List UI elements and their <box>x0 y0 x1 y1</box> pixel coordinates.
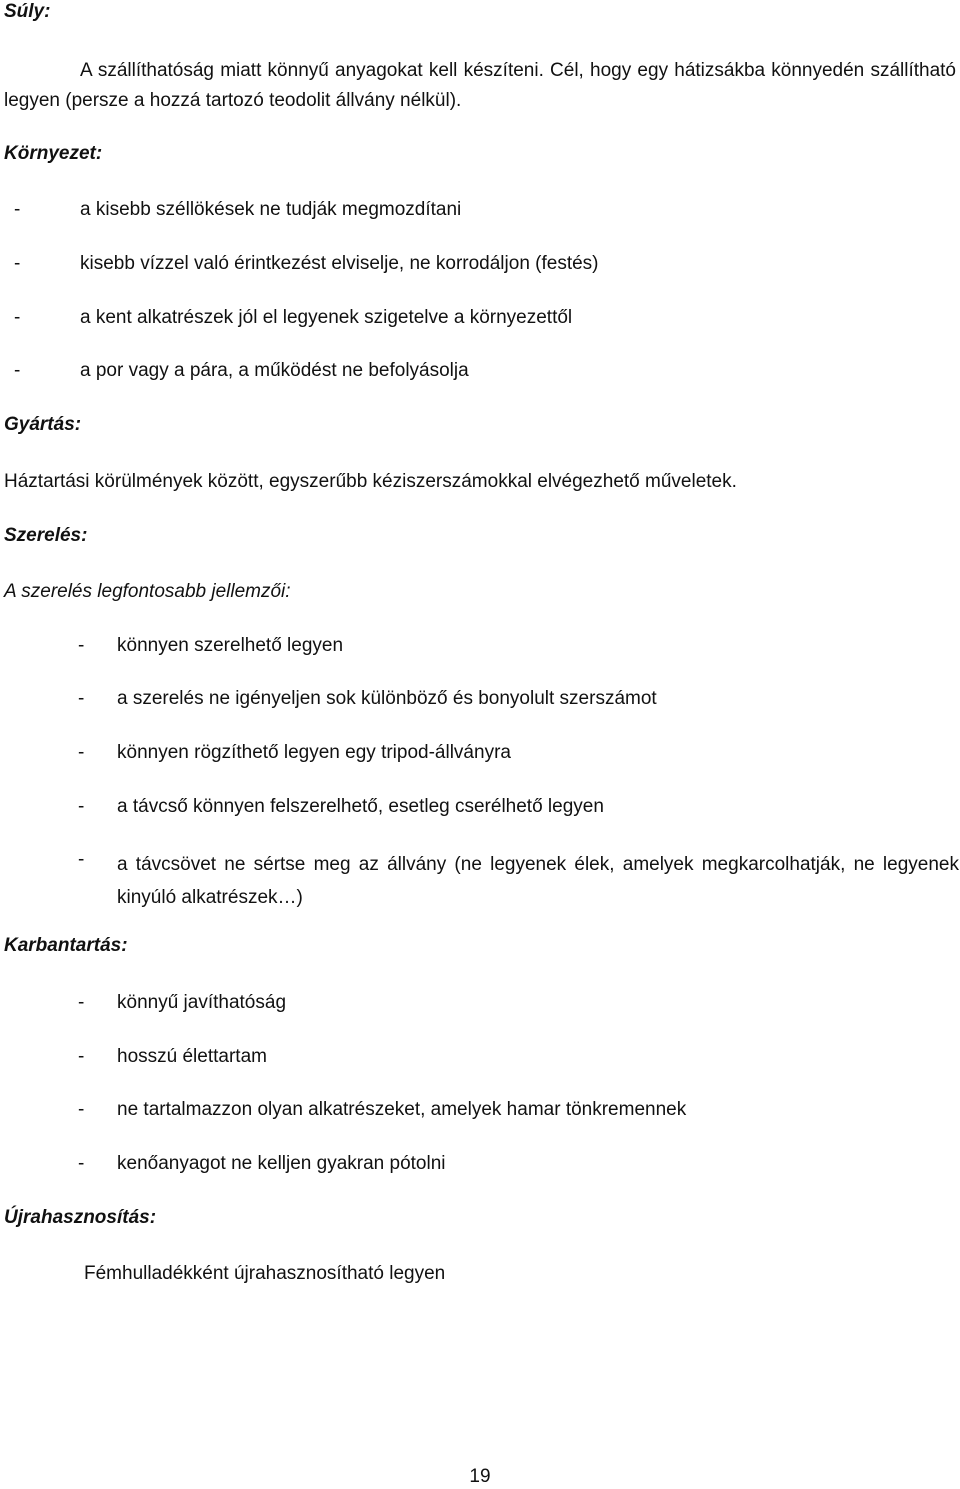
section-heading-ujrahasznositas: Újrahasznosítás: <box>4 1207 157 1228</box>
list-bullet: - <box>78 635 85 656</box>
section-intro-szereles: A szerelés legfontosabb jellemzői: <box>4 581 291 602</box>
list-bullet: - <box>78 1046 85 1067</box>
section-paragraph-ujrahasznositas: Fémhulladékként újrahasznosítható legyen <box>84 1263 446 1284</box>
section-paragraph-suly: A szállíthatóság miatt könnyű anyagokat kell készíteni. Cél, hogy egy hátizsákba könnyedén szállítható legyen (persze a hozzá tartozó teodolit állvány nélkül). <box>4 60 956 111</box>
list-item: a szerelés ne igényeljen sok különböző és bonyolult szerszámot <box>117 688 657 709</box>
page-number: 19 <box>469 1466 491 1487</box>
list-bullet: - <box>78 688 85 709</box>
list-item: a távcsövet ne sértse meg az állvány (ne legyenek élek, amelyek megkarcolhatják, ne legyenek kinyúló alkatrészek…) <box>117 854 959 908</box>
section-heading-kornyezet: Környezet: <box>4 143 103 164</box>
list-bullet: - <box>78 742 85 763</box>
list-bullet: - <box>78 1153 85 1174</box>
list-item: ne tartalmazzon olyan alkatrészeket, amelyek hamar tönkremennek <box>117 1099 687 1120</box>
list-item: kenőanyagot ne kelljen gyakran pótolni <box>117 1153 446 1174</box>
list-item: könnyű javíthatóság <box>117 992 287 1013</box>
list-bullet: - <box>78 992 85 1013</box>
section-heading-karbantartas: Karbantartás: <box>4 935 128 956</box>
list-item: a por vagy a pára, a működést ne befolyásolja <box>80 360 469 381</box>
list-item: könnyen szerelhető legyen <box>117 635 344 656</box>
list-bullet: - <box>14 253 21 274</box>
list-bullet: - <box>14 307 21 328</box>
list-item: a kisebb széllökések ne tudják megmozdítani <box>80 199 462 220</box>
section-heading-szereles: Szerelés: <box>4 525 88 546</box>
list-bullet: - <box>78 849 85 870</box>
list-item: könnyen rögzíthető legyen egy tripod-állványra <box>117 742 511 763</box>
list-bullet: - <box>14 360 21 381</box>
section-heading-gyartas: Gyártás: <box>4 414 82 435</box>
list-item: hosszú élettartam <box>117 1046 267 1067</box>
list-bullet: - <box>78 1099 85 1120</box>
list-item: kisebb vízzel való érintkezést elviselje, ne korrodáljon (festés) <box>80 253 599 274</box>
section-heading-suly: Súly: <box>4 1 51 22</box>
list-bullet: - <box>78 796 85 817</box>
list-bullet: - <box>14 199 21 220</box>
list-item: a kent alkatrészek jól el legyenek szigetelve a környezettől <box>80 307 573 328</box>
section-paragraph-gyartas: Háztartási körülmények között, egyszerűbb kéziszerszámokkal elvégezhető műveletek. <box>4 471 737 492</box>
list-item: a távcső könnyen felszerelhető, esetleg cserélhető legyen <box>117 796 604 817</box>
